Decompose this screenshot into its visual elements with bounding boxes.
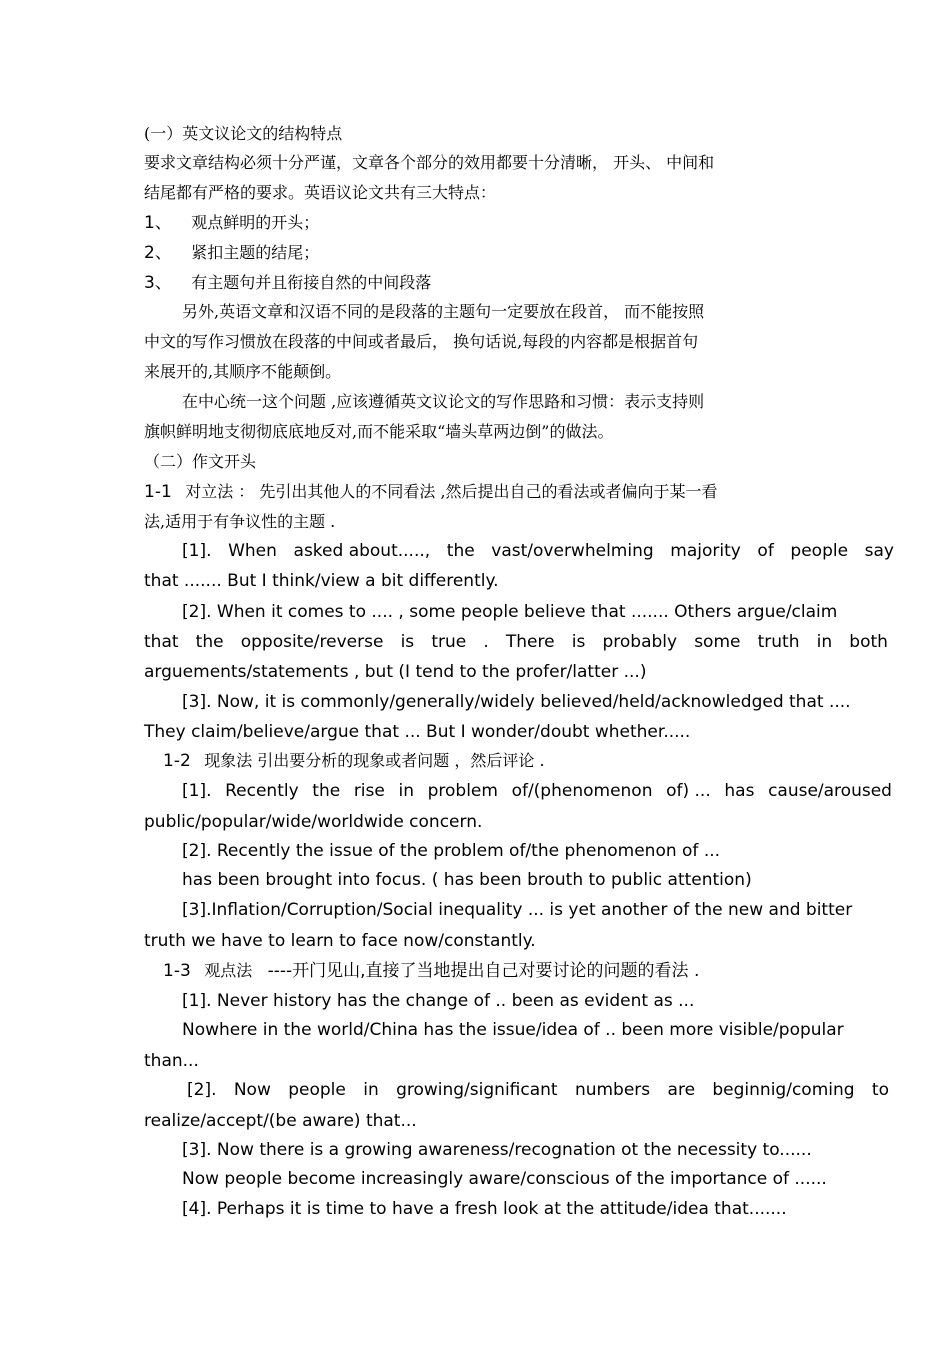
word: the (195, 632, 224, 652)
feature-item (144, 272, 431, 294)
word: beginnig/coming (712, 1080, 855, 1100)
word: people (790, 541, 849, 561)
example-line: [2]. Recently the issue of the problem of/the phenomenon of ... (182, 841, 721, 861)
feature-number: 2、 (144, 243, 172, 263)
feature-text: 有主题句并且衔接自然的中间段落 (191, 273, 432, 292)
word: the (446, 541, 475, 561)
word: in (816, 632, 833, 652)
word: Recently (225, 781, 299, 801)
method-heading-rest: ----开门见山,直接了当地提出自己对要讨论的问题的看法 . (267, 961, 700, 981)
word: say (864, 541, 894, 561)
example-line: [2]. When it comes to .... , some people believe that ....... Others argue/claim (182, 602, 838, 622)
example-line: [3]. Now there is a growing awareness/recognation ot the necessity to...... (182, 1140, 812, 1160)
word: probably (602, 632, 678, 652)
paragraph-a-line-3: 来展开的,其顺序不能颠倒。 (144, 362, 342, 381)
example-line: than... (144, 1051, 199, 1071)
section-heading: （二）作文开头 (144, 452, 257, 471)
example-line (182, 780, 892, 802)
word: in (363, 1080, 379, 1100)
word: problem (427, 781, 498, 801)
word: has (724, 781, 755, 801)
word: majority (670, 541, 741, 561)
word: vast/overwhelming (491, 541, 654, 561)
word: is (571, 632, 586, 652)
paragraph-a-line-1: 另外,英语文章和汉语不同的是段落的主题句一定要放在段首， 而不能按照 (182, 302, 705, 321)
word: truth (757, 632, 800, 652)
word: There (505, 632, 555, 652)
paragraph-b-line-1: 在中心统一这个问题 ,应该遵循英文议论文的写作思路和习惯：表示支持则 (182, 392, 705, 411)
word: in (398, 781, 414, 801)
word: is (400, 632, 415, 652)
method-heading (163, 750, 545, 772)
example-line: has been brought into focus. ( has been brouth to public attention) (182, 870, 752, 890)
word: [1]. (182, 541, 212, 561)
word: that (144, 632, 179, 652)
example-line: that ....... But I think/view a bit differently. (144, 571, 499, 591)
word: the (312, 781, 341, 801)
word: of/(phenomenon (511, 781, 653, 801)
example-line: They claim/believe/argue that ... But I wonder/doubt whether..... (144, 722, 691, 742)
intro-line-1: 要求文章结构必须十分严谨，文章各个部分的效用都要十分清晰， 开头、 中间和 (144, 153, 715, 172)
example-line: realize/accept/(be aware) that... (144, 1111, 417, 1131)
word: numbers (574, 1080, 651, 1100)
feature-number: 3、 (144, 273, 172, 293)
paragraph-b-line-2: 旗帜鲜明地支彻彻底底地反对,而不能采取“墙头草两边倒”的做法。 (144, 422, 614, 441)
example-line (144, 631, 888, 653)
feature-text: 观点鲜明的开头； (191, 213, 320, 232)
method-heading-text: 现象法 引出要分析的现象或者问题 ，然后评论 . (204, 751, 545, 770)
method-label: 1-3 (163, 961, 191, 981)
feature-item (144, 212, 319, 234)
example-line: arguements/statements , but (I tend to the profer/latter ...) (144, 662, 647, 682)
example-line: [1]. Never history has the change of .. been as evident as ... (182, 991, 695, 1011)
word: true (431, 632, 467, 652)
word: people (288, 1080, 346, 1100)
word: asked about....., (293, 541, 431, 561)
feature-number: 1、 (144, 213, 172, 233)
method-label: 1-1 (144, 482, 172, 502)
word: [1]. (182, 781, 212, 801)
example-line (187, 1079, 889, 1101)
example-line (182, 540, 894, 562)
word: some (694, 632, 741, 652)
method-heading-cont: 法,适用于有争议性的主题 . (144, 512, 336, 531)
word: rise (353, 781, 385, 801)
example-line: [3].Inflation/Corruption/Social inequality ... is yet another of the new and bitter (182, 900, 853, 920)
word: opposite/reverse (240, 632, 384, 652)
word: cause/aroused (768, 781, 892, 801)
feature-item (144, 242, 319, 264)
word: Now (233, 1080, 271, 1100)
example-line: truth we have to learn to face now/constantly. (144, 931, 536, 951)
word: of) ... (666, 781, 711, 801)
method-heading (144, 481, 718, 503)
method-heading-text: 观点法 (204, 961, 253, 980)
word: are (667, 1080, 696, 1100)
word: of (757, 541, 774, 561)
feature-text: 紧扣主题的结尾； (191, 243, 320, 262)
doc-title: (一）英文议论文的结构特点 (144, 124, 343, 143)
method-heading-text: 对立法 ： 先引出其他人的不同看法 ,然后提出自己的看法或者偏向于某一看 (185, 482, 718, 501)
example-line: [3]. Now, it is commonly/generally/widely believed/held/acknowledged that .... (182, 692, 851, 712)
word: When (228, 541, 277, 561)
paragraph-a-line-2: 中文的写作习惯放在段落的中间或者最后， 换句话说,每段的内容都是根据首句 (144, 332, 699, 351)
word: [2]. (187, 1080, 217, 1100)
example-line: [4]. Perhaps it is time to have a fresh look at the attitude/idea that....... (182, 1199, 787, 1219)
example-line: public/popular/wide/worldwide concern. (144, 812, 483, 832)
word: to (871, 1080, 889, 1100)
example-line: Now people become increasingly aware/conscious of the importance of ...... (182, 1169, 827, 1189)
method-heading (163, 960, 699, 982)
word: growing/significant (396, 1080, 558, 1100)
method-label: 1-2 (163, 751, 191, 771)
example-line: Nowhere in the world/China has the issue/idea of .. been more visible/popular (182, 1020, 844, 1040)
intro-line-2: 结尾都有严格的要求。英语议论文共有三大特点： (144, 183, 497, 202)
word: both (849, 632, 888, 652)
word: . (483, 632, 489, 652)
